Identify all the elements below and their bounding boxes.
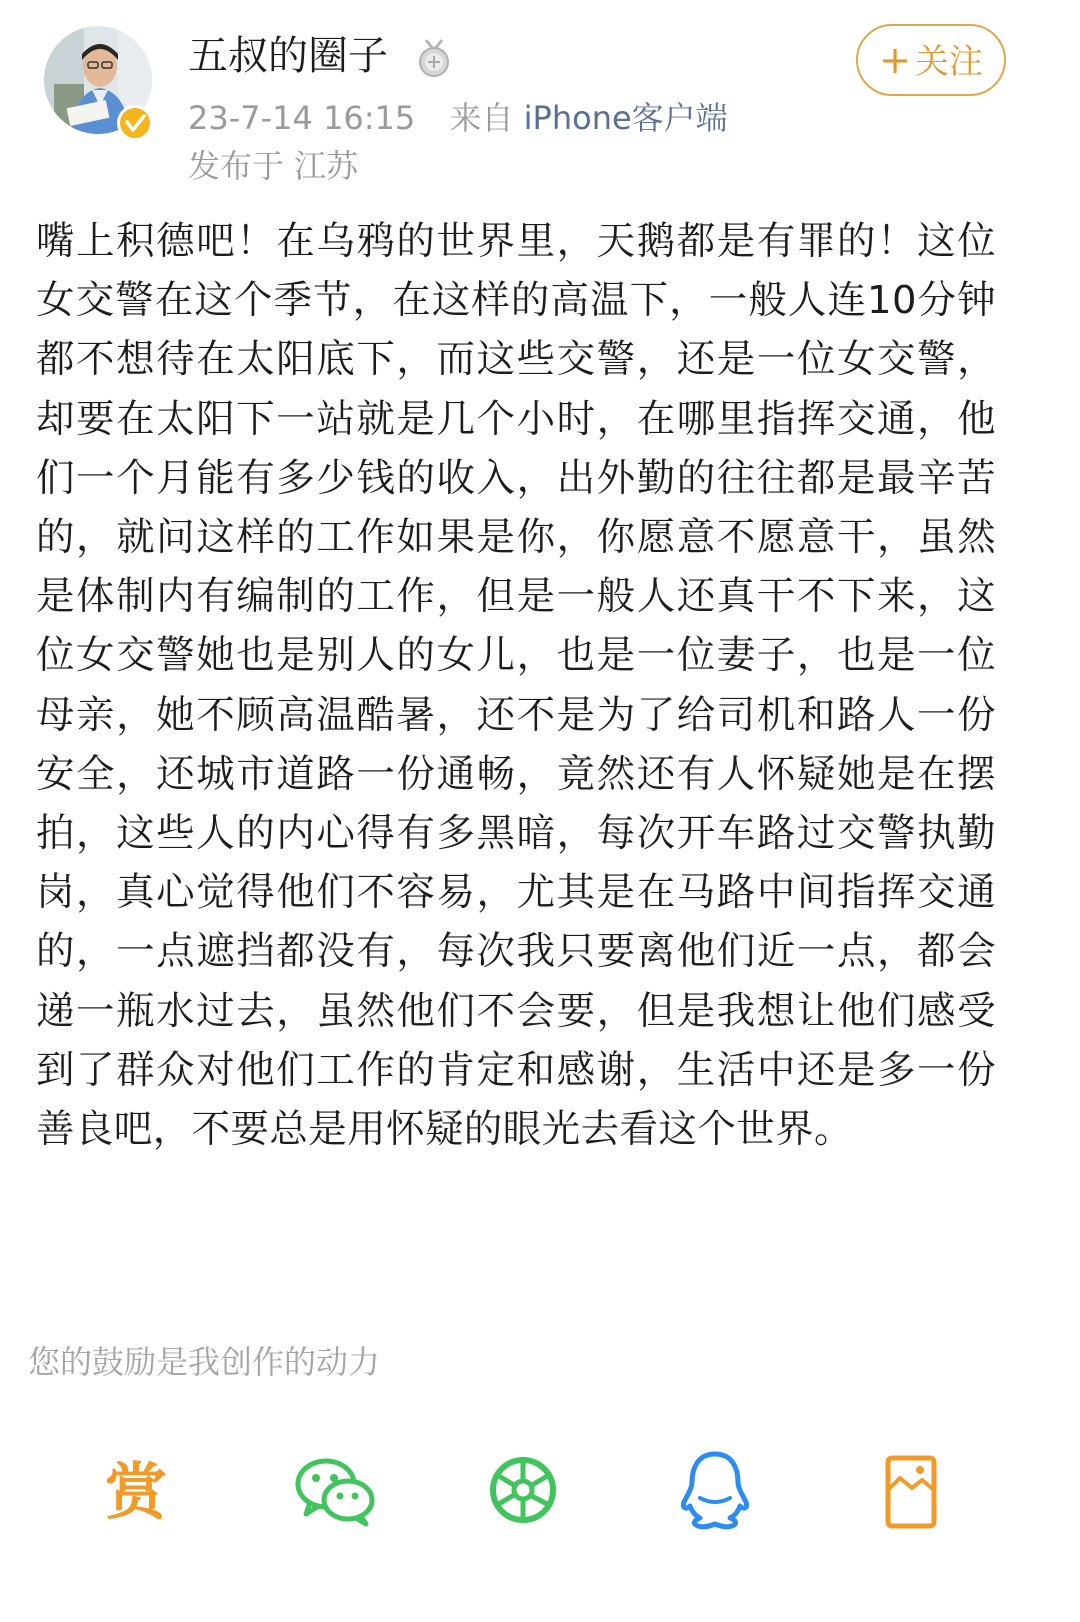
post-location: 发布于 江苏 (188, 147, 359, 185)
author-name[interactable]: 五叔的圈子 (188, 33, 388, 79)
qq-icon[interactable] (670, 1440, 760, 1540)
post-content: 嘴上积德吧！在乌鸦的世界里，天鹅都是有罪的！这位女交警在这个季节，在这样的高温下，一般人连10分钟都不想待在太阳底下，而这些交警，还是一位女交警，却要在太阳下一站就是几个小时，在哪里指挥交通，他们一个月能有多少钱的收入，出外勤的往往都是最辛苦的，就问这样的工作如果是你，你愿意不愿意干，虽然是体制内有编制的工作，但是一般人还真干不下来，这位女交警她也是别人的女儿，也是一位妻子，也是一位母亲，她不顾高温酷暑，还不是为了给司机和路人一份安全，还城市道路一份通畅，竟然还有人怀疑她是在摆拍，这些人的内心得有多黑暗，每次开车路过交警执勤岗，真心觉得他们不容易，尤其是在马路中间指挥交通的，一点遮挡都没有，每次我只要离他们近一点，都会递一瓶水过去，虽然他们不会要，但是我想让他们感受到了群众对他们工作的肯定和感谢，生活中还是多一份善良吧，不要总是用怀疑的眼光去看这个世界。 (36, 219, 996, 1153)
medal-icon (414, 38, 454, 78)
reward-icon[interactable]: 赏 (104, 1455, 167, 1528)
post-header (0, 0, 1080, 200)
post-meta (188, 96, 728, 140)
source-prefix: 来自 (449, 99, 514, 137)
image-save-icon[interactable] (868, 1440, 958, 1540)
follow-button[interactable] (856, 24, 1006, 96)
source-client: iPhone客户端 (523, 99, 728, 137)
plus-icon: + (879, 38, 911, 82)
moments-icon[interactable] (478, 1440, 568, 1540)
wechat-icon[interactable] (290, 1440, 380, 1540)
post-timestamp: 23-7-14 16:15 (188, 99, 416, 137)
verified-badge-icon (116, 104, 154, 142)
share-bar (0, 1440, 1080, 1560)
follow-label: 关注 (914, 42, 983, 82)
encouragement-text: 您的鼓励是我创作的动力 (28, 1343, 381, 1381)
